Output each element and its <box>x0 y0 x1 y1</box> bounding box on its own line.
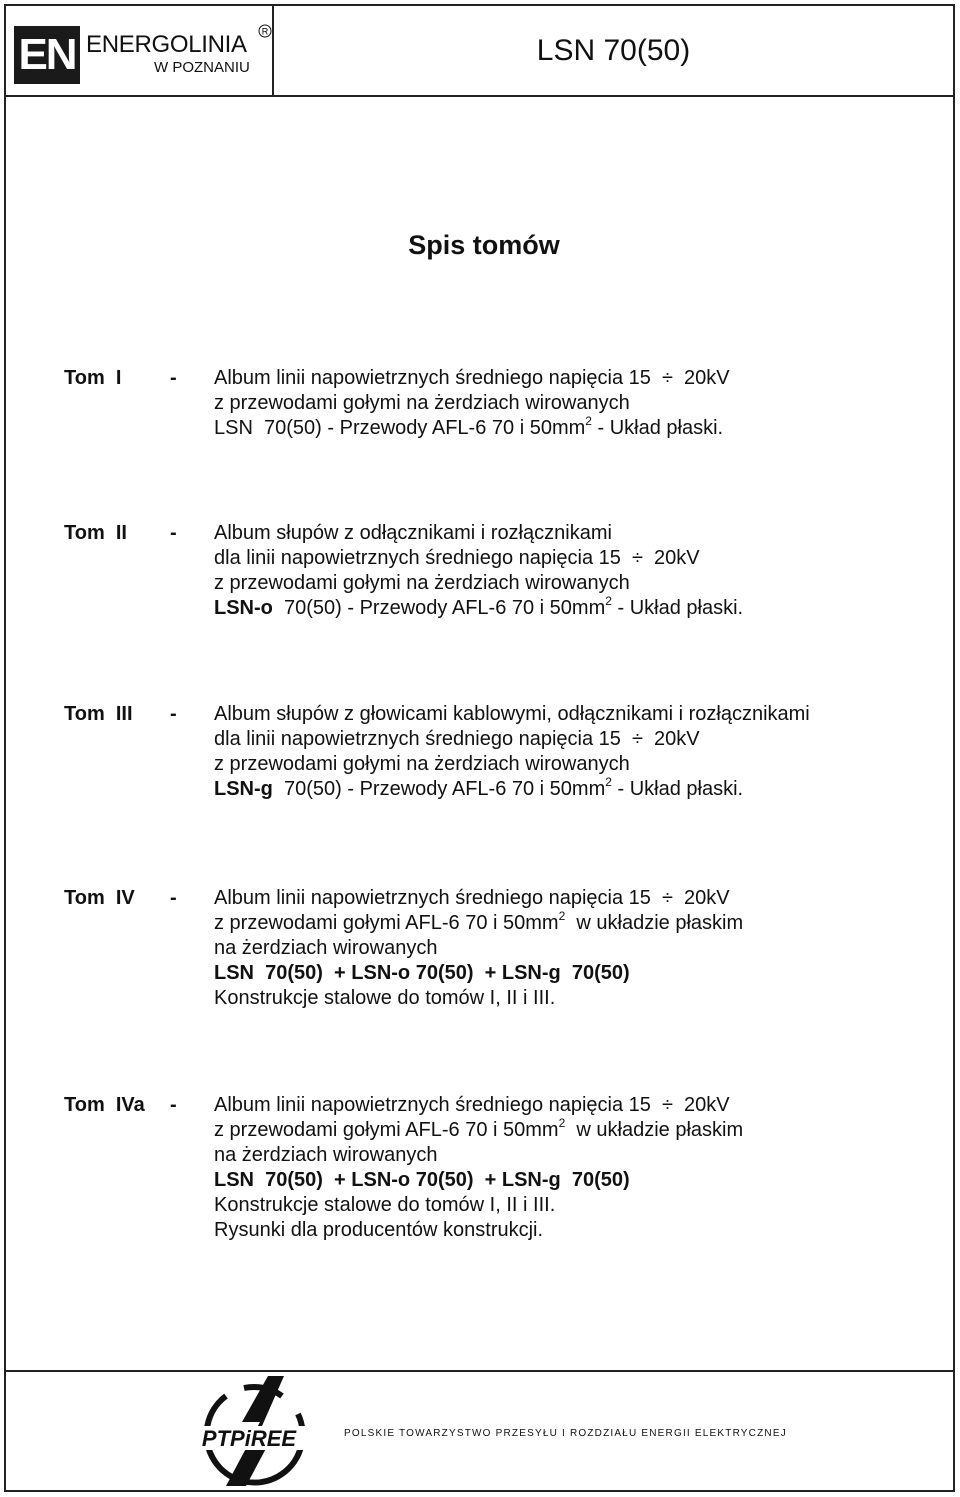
volume-description: Album linii napowietrznych średniego napięcia 15 ÷ 20kV z przewodami gołymi na żerdziach wirowanych LSN 70(50) - Przewody AFL-6 70 i $50mm^2$ - Układ płaski. <box>214 367 730 439</box>
volume-label: Tom I <box>64 367 122 389</box>
volume-dash: - <box>170 703 177 725</box>
document-header <box>6 6 953 97</box>
company-name: ENERGOLINIA <box>86 31 247 58</box>
volume-description: Album linii napowietrznych średniego napięcia 15 ÷ 20kV z przewodami gołymi AFL-6 70 i $50mm^2$ w układzie płaskim na żerdziach wirowanych LSN 70(50) + LSN-o 70(50) + LSN-g 70(50) Konstrukcje stalowe do tomów I, II i III. Rysunki dla producentów konstrukcji. <box>214 1094 744 1241</box>
volume-label: Tom IVa <box>64 1094 145 1116</box>
svg-text:PTPiREE: PTPiREE <box>201 1426 297 1451</box>
registered-trademark-icon <box>258 24 272 40</box>
en-logo-mark: EN <box>14 26 80 84</box>
association-name: POLSKIE TOWARZYSTWO PRZESYŁU I ROZDZIAŁU ENERGII ELEKTRYCZNEJ <box>344 1428 787 1439</box>
volume-label: Tom II <box>64 522 127 544</box>
division-sign-icon: ÷ <box>661 367 673 389</box>
volume-dash: - <box>170 1094 177 1116</box>
volume-label: Tom III <box>64 703 133 725</box>
volume-description: Album słupów z odłącznikami i rozłącznikami dla linii napowietrznych średniego napięcia 15 ÷ 20kV z przewodami gołymi na żerdziach wirowanych LSN-o 70(50) - Przewody AFL-6 70 i $50mm^2$ - Układ płaski. <box>214 522 744 619</box>
volume-label: Tom IV <box>64 887 135 909</box>
volume-description: Album linii napowietrznych średniego napięcia 15 ÷ 20kV z przewodami gołymi AFL-6 70 i $50mm^2$ w układzie płaskim na żerdziach wirowanych LSN 70(50) + LSN-o 70(50) + LSN-g 70(50) Konstrukcje stalowe do tomów I, II i III. <box>214 887 744 1009</box>
page-title: Spis tomów <box>408 230 560 260</box>
page-frame <box>4 4 955 1492</box>
company-logo-block <box>6 6 274 95</box>
volume-dash: - <box>170 887 177 909</box>
ptpiree-logo-icon <box>186 1374 316 1489</box>
svg-text:R: R <box>261 26 269 37</box>
division-sign-icon: ÷ <box>631 728 643 750</box>
division-sign-icon: ÷ <box>661 1094 673 1116</box>
footer-divider <box>6 1370 953 1372</box>
volume-dash: - <box>170 522 177 544</box>
company-city: W POZNANIU <box>154 59 250 76</box>
division-sign-icon: ÷ <box>661 887 673 909</box>
volume-description: Album słupów z głowicami kablowymi, odłącznikami i rozłącznikami dla linii napowietrznych średniego napięcia 15 ÷ 20kV z przewodami gołymi na żerdziach wirowanych LSN-g 70(50) - Przewody AFL-6 70 i $50mm^2$ - Układ płaski. <box>214 703 810 800</box>
volume-dash: - <box>170 367 177 389</box>
division-sign-icon: ÷ <box>631 547 643 569</box>
document-code: LSN 70(50) <box>536 34 691 67</box>
